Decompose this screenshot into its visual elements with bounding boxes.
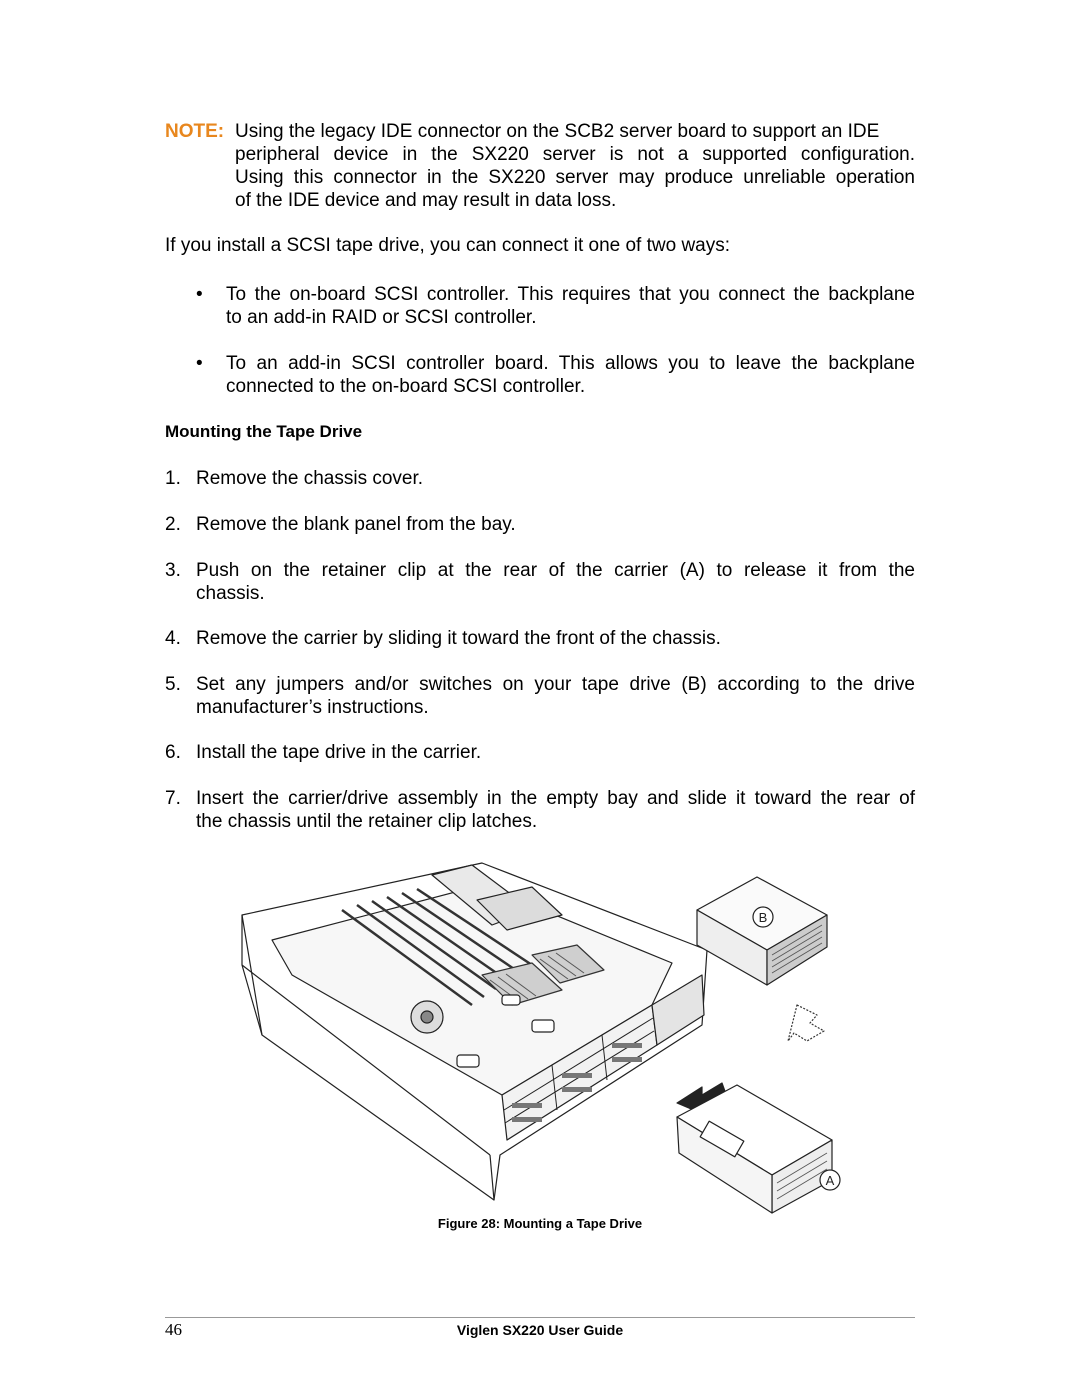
- bullet-text-line: connected to the on-board SCSI controller.: [226, 376, 586, 397]
- step-number: 1.: [165, 468, 181, 489]
- bullet-symbol: •: [196, 353, 203, 374]
- figure-label-b: B: [758, 910, 768, 925]
- note-label: NOTE:: [165, 121, 225, 142]
- step-text-line: Push on the retainer clip at the rear of the carrier (A) to release it from the: [196, 560, 915, 581]
- bullet-symbol: •: [196, 284, 203, 305]
- step-number: 6.: [165, 742, 181, 763]
- note-block: [165, 120, 915, 212]
- step-number: 2.: [165, 514, 181, 535]
- step-text-line: the chassis until the retainer clip latches.: [196, 811, 538, 832]
- bullet-text-line: To an add-in SCSI controller board. This allows you to leave the backplane: [226, 353, 915, 374]
- footer-title: Viglen SX220 User Guide: [456, 1322, 624, 1338]
- step-text-line: Remove the carrier by sliding it toward the front of the chassis.: [196, 628, 721, 649]
- footer-divider: [165, 1317, 915, 1318]
- step-text-line: Remove the blank panel from the bay.: [196, 514, 516, 535]
- step-text-line: Install the tape drive in the carrier.: [196, 742, 482, 763]
- tape-drive-box: [697, 877, 827, 985]
- figure-caption: Figure 28: Mounting a Tape Drive: [437, 1216, 643, 1231]
- bullet-text-line: to an add-in RAID or SCSI controller.: [226, 307, 537, 328]
- intro-paragraph: If you install a SCSI tape drive, you can connect it one of two ways:: [165, 235, 731, 256]
- figure-label-a: A: [825, 1173, 835, 1188]
- note-line: Using this connector in the SX220 server may produce unreliable operation: [235, 167, 915, 188]
- tape-drive-illustration: [232, 855, 847, 1215]
- chassis-diagram: [232, 855, 847, 1215]
- bullet-text-line: To the on-board SCSI controller. This requires that you connect the backplane: [226, 284, 915, 305]
- note-line: peripheral device in the SX220 server is not a supported configuration.: [235, 144, 915, 165]
- tape-carrier: [677, 1085, 840, 1213]
- page-number: 46: [165, 1320, 182, 1339]
- step-text-line: chassis.: [196, 583, 265, 604]
- step-text-line: manufacturer’s instructions.: [196, 697, 429, 718]
- section-heading: Mounting the Tape Drive: [165, 422, 363, 441]
- step-number: 3.: [165, 560, 181, 581]
- note-line: of the IDE device and may result in data loss.: [235, 190, 617, 211]
- step-number: 4.: [165, 628, 181, 649]
- step-number: 5.: [165, 674, 181, 695]
- step-text-line: Set any jumpers and/or switches on your tape drive (B) according to the drive: [196, 674, 915, 695]
- step-text-line: Insert the carrier/drive assembly in the empty bay and slide it toward the rear of: [196, 788, 915, 809]
- step-number: 7.: [165, 788, 181, 809]
- note-line: Using the legacy IDE connector on the SCB2 server board to support an IDE: [235, 121, 880, 142]
- step-text-line: Remove the chassis cover.: [196, 468, 424, 489]
